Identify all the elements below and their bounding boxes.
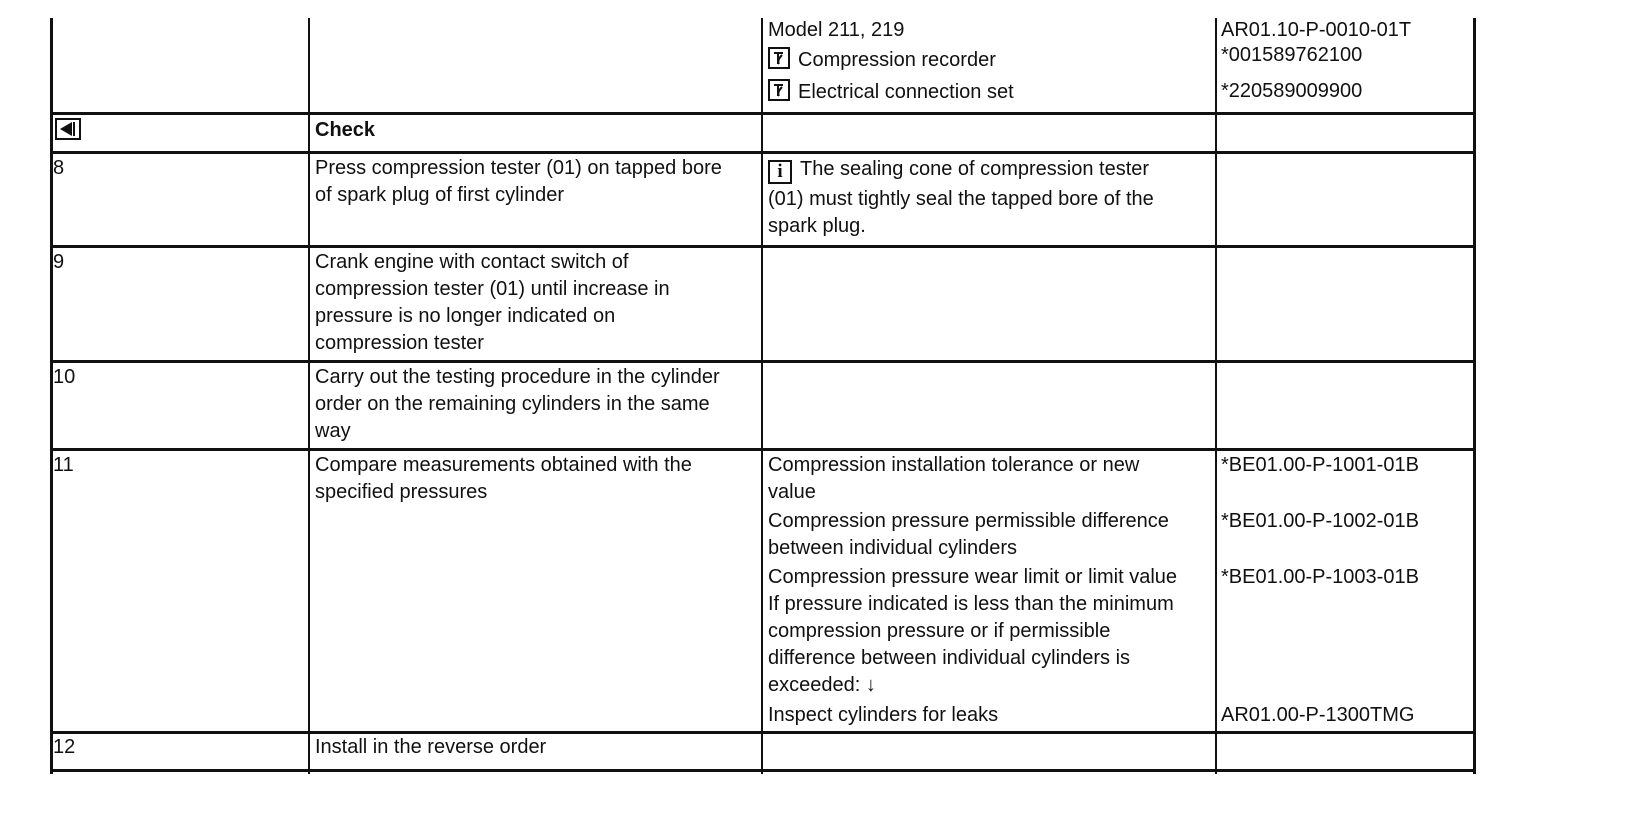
spec-ref: *BE01.00-P-1003-01B [1221, 566, 1419, 588]
text-line: i The sealing cone of compression tester [768, 156, 1154, 184]
tool-label: Electrical connection set [798, 81, 1014, 103]
text-line: difference between individual cylinders is [768, 647, 1131, 669]
step-action [315, 734, 546, 761]
special-tool-icon [768, 79, 790, 101]
column-divider-2 [761, 18, 763, 774]
text-line: Carry out the testing procedure in the cylinder [315, 366, 720, 388]
text-line: Install in the reverse order [315, 736, 547, 758]
spec-ref: AR01.00-P-1300TMG [1221, 704, 1415, 726]
text-line: If pressure indicated is less than the minimum [768, 593, 1174, 615]
tool-label: Compression recorder [798, 49, 996, 71]
part-number: *001589762100 [1221, 44, 1363, 66]
table-border-bottom [50, 769, 1476, 772]
table-border-right [1473, 18, 1476, 774]
spec-text [768, 452, 1139, 506]
check-icon-cell [55, 118, 81, 148]
text-line: compression tester [315, 332, 484, 354]
text-line: between individual cylinders [768, 537, 1018, 559]
spec-text [768, 564, 1177, 699]
check-arrow-icon [55, 118, 81, 140]
text-line: Compression pressure wear limit or limit value [768, 566, 1178, 588]
step-action [315, 249, 670, 357]
text-line: Inspect cylinders for leaks [768, 704, 999, 726]
step-note [768, 156, 1154, 240]
row-divider [50, 360, 1476, 363]
spec-text [768, 702, 998, 729]
spec-text [768, 508, 1169, 562]
text-line: exceeded: ↓ [768, 674, 876, 696]
row-divider [50, 731, 1476, 734]
step-action [315, 452, 692, 506]
row-divider [50, 245, 1476, 248]
step-action [315, 155, 722, 209]
row-divider [50, 112, 1476, 115]
step-number: 9 [53, 251, 65, 273]
check-heading: Check [315, 119, 376, 141]
text-line: compression tester (01) until increase in [315, 278, 670, 300]
step-action [315, 364, 720, 445]
text-line: order on the remaining cylinders in the same [315, 393, 710, 415]
tool-item [768, 79, 1014, 106]
text-line: pressure is no longer indicated on [315, 305, 616, 327]
text-line: Press compression tester (01) on tapped bore [315, 157, 722, 179]
text-line: value [768, 481, 816, 503]
step-number: 12 [53, 736, 76, 758]
text-line: compression pressure or if permissible [768, 620, 1111, 642]
part-number: *220589009900 [1221, 80, 1363, 102]
step-number: 10 [53, 366, 76, 388]
table-border-left [50, 18, 53, 774]
text-line: Crank engine with contact switch of [315, 251, 629, 273]
row-divider [50, 151, 1476, 154]
column-divider-3 [1215, 18, 1217, 774]
spec-ref: *BE01.00-P-1002-01B [1221, 510, 1419, 532]
text-line: spark plug. [768, 215, 866, 237]
text-line: Compression pressure permissible difference [768, 510, 1169, 532]
tool-item [768, 47, 996, 74]
text-line: (01) must tightly seal the tapped bore of the [768, 188, 1154, 210]
text-line: specified pressures [315, 481, 488, 503]
row-divider [50, 448, 1476, 451]
special-tool-icon [768, 47, 790, 69]
step-number: 11 [53, 454, 74, 476]
text-line: Compression installation tolerance or new [768, 454, 1140, 476]
text-line: way [315, 420, 351, 442]
spec-ref: *BE01.00-P-1001-01B [1221, 454, 1419, 476]
text-line: of spark plug of first cylinder [315, 184, 564, 206]
reference-code: AR01.10-P-0010-01T [1221, 19, 1412, 41]
column-divider-1 [308, 18, 310, 774]
step-number: 8 [53, 157, 65, 179]
text-line: Compare measurements obtained with the [315, 454, 692, 476]
info-icon: i [768, 160, 792, 184]
model-text: Model 211, 219 [768, 19, 905, 41]
